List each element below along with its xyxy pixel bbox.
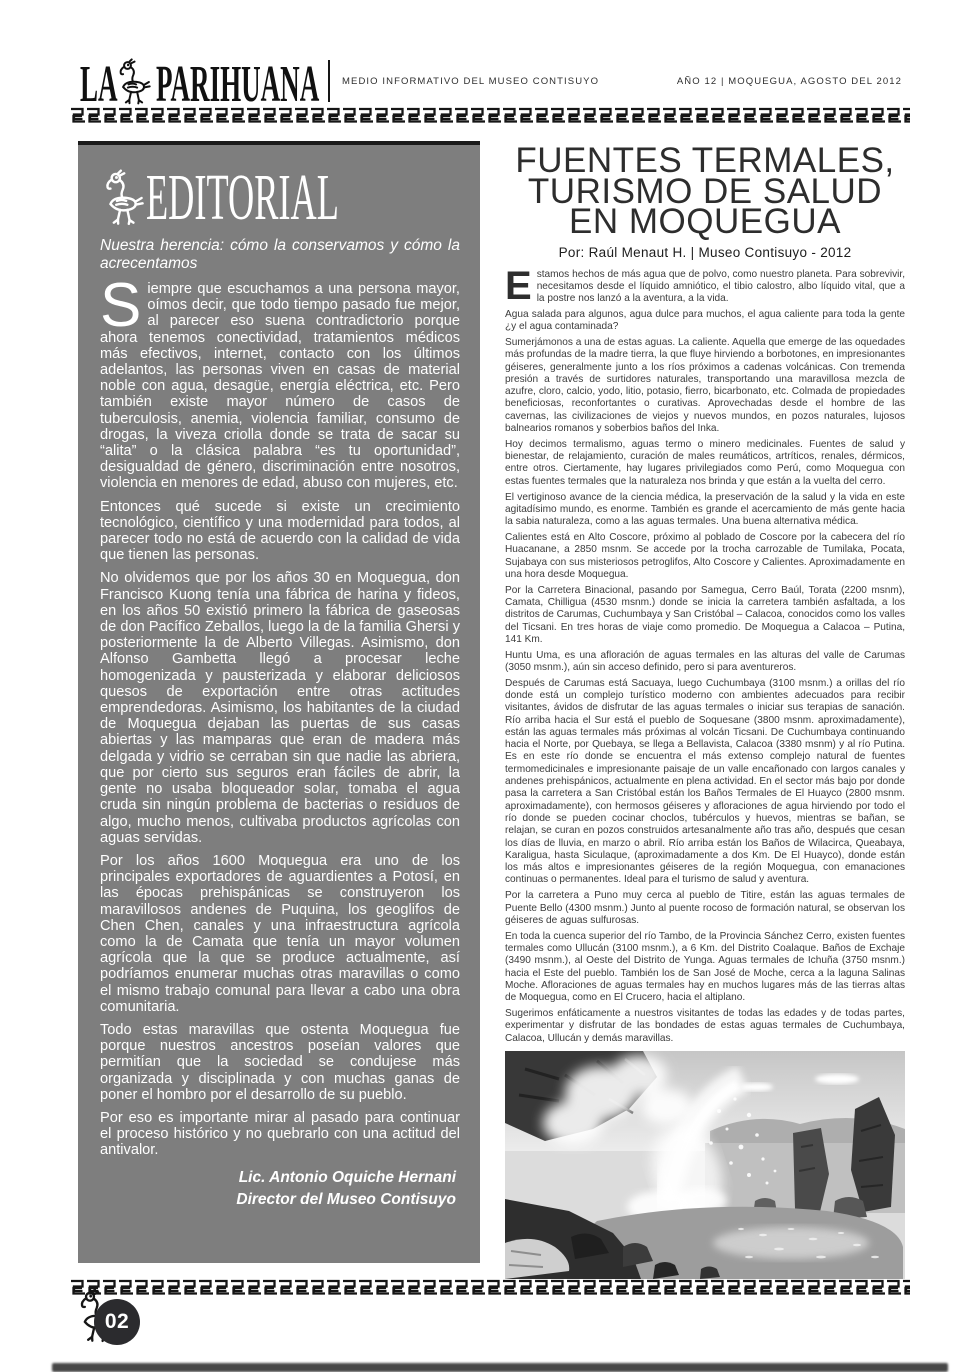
article-byline: Por: Raúl Menaut H. | Museo Contisuyo - 2012 [558,244,852,260]
editorial-paragraph: Todo estas maravillas que ostenta Moquegua fue porque nuestros ancestros poseían valores que permitían que la sociedad se condujese más organizada y disciplinada y con muchas ganas de poner el hombro por el desarrollo de su pueblo. [100,1021,460,1103]
page-bottom-edge [52,1363,948,1372]
editorial-paragraph: Por eso es importante mirar al pasado para continuar el proceso histórico y no quebrarlo con una actitud del antivalor. [100,1109,460,1159]
page-number: 02 [94,1299,140,1345]
editorial-signature-role: Director del Museo Contisuyo [236,1190,456,1208]
masthead-title-la: LA [80,56,118,113]
decorative-fret-band-top [70,105,910,125]
masthead-tagline: MEDIO INFORMATIVO DEL MUSEO CONTISUYO [342,76,600,87]
article-paragraph: Sumerjámonos a una de estas aguas. La caliente. Aquella que emerge de las oquedades más profundas de la madre tierra, la que fluye hirviendo a borbotones, en impresionantes géiseres, generalmente junto a los ríos próximos a cadenas volcánicas. Con tremenda presión a través de surtidores naturales, transportando una maravillosa mezcla de azufre, cloro, calcio, yodo, litio, potasio, fierro, bicarbonato, etc. Colmada de propiedades beneficiosas, reconfortantes o curativas. Aprovechadas desde el hombre de las cavernas, las civilizaciones de viejos y nuevos mundos, en pozos naturales, lujosos balnearios romanos y soberbios baños del Inka. [505,336,905,435]
editorial-dropcap: S [100,271,142,340]
article-paragraph: Calientes está en Alto Coscore, próximo al poblado de Coscore por la cabecera del río Huacanane, a 2850 msnm. Se accede por la trocha carrozable de Tumilaka, Pocata, Sujabaya con sus misteriosos petroglifos, Alto Coscore y Calientes. Aproximadamente en una hora desde Moquegua. [505,531,905,580]
masthead-issue-info: AÑO 12 | MOQUEGUA, AGOSTO DEL 2012 [676,76,902,87]
editorial-paragraph [100,271,460,492]
masthead [80,56,902,113]
article-title-line: TURISMO DE SALUD [527,171,883,211]
article-paragraph-text: stamos hechos de más agua que de polvo, como nuestro planeta. Para sobrevivir, necesitamos desde el líquido amniótico, el tibio calostro, albo líquido vital, que a la postre nos lanzó a la aventura, a la vida. [536,268,905,305]
editorial-paragraph: Entonces qué sucede si existe un crecimiento tecnológico, científico y una modernidad para todos, al parecer todo no está de acuerdo con la calidad de vida que tienen las personas. [100,498,460,564]
masthead-divider [328,60,330,102]
article-title-line: EN MOQUEGUA [569,202,841,241]
article-paragraph: El vertiginoso avance de la ciencia médica, la preservación de la salud y la vida en este agitadísimo mundo, es enorme. También es grande el acercamiento de más gente hacia la sabia naturaleza, como a las aguas termales. Una buena alternativa médica. [505,491,905,528]
article-paragraph: Hoy decimos termalismo, aguas termo o minero medicinales. Fuentes de salud y bienestar, de relajamiento, curación de males reumáticos, artríticos, renales, dérmicos, entre otros. Ciertamente, hay lugares privilegiados como Perú, como Moquegua con estas fuentes termales que la naturaleza nos brinda y que están a la vuelta del cerro. [505,438,905,487]
page-number-badge [76,1288,148,1370]
editorial-header [100,161,460,234]
article-paragraph: Después de Carumas está Sacuaya, luego Cuchumbaya (3100 msnm.) a orillas del río donde está un complejo turístico moderno con ambientes adecuados para recibir visitantes, ávidos de disfrutar de las aguas termales o iniciar sus terapias de sanación. Río arriba hacia el Sur está el pueblo de Soquesane (3800 msnm. aproximadamente), están las aguas termales más próximas al volcán Ticsani. De Cuchumbaya continuando hacia el Norte, por Quebaya, se llega a Bellavista, Calacoa (3380 msnm) y al río Putina. Es en este río donde se encuentra el más extenso complejo natural de fuentes termomedicinales e impresionante paisaje de un valle encañonado con largos canales y andenes prehispánicos, actualmente en plena actividad. En el sector más bajo por donde pasa la carretera a San Cristóbal están los Baños Termales de El Huayco (2800 msnm. aproximadamente), con hermosos géiseres y afloraciones de agua hirviendo por todo el río donde se pueden cocinar choclos, tubérculos y huevos, mientras se bañan, se relajan, se curan en pozos construidos artesanalmente año tras año, después que cesan los días de lluvia, en marzo o abril. Río arriba están los Baños de Wilacirca, Queabaya, Karaligua, hasta Siculaque, (aproximadamente a dos Km. De El Huayco), donde están los más altos e impresionantes géiseres de la región Moquegua, con emanaciones continuas o permanentes. Ideal para el turismo de salud y aventura. [505,677,905,886]
editorial-section [78,141,480,1263]
editorial-signature-name: Lic. Antonio Oquiche Hernani [238,1168,456,1186]
editorial-paragraph-text: iempre que escuchamos a una persona mayor, oímos decir, que todo tiempo pasado fue mejor, al parecer eso suena contradictorio porque ahora tenemos conectividad, tratamientos médicos más efectivos, internet, contacto con los últimos adelantos, las personas viven en casas de material noble con agua, desagüe, energía eléctrica, etc. Pero también existe mayor número de casos de tuberculosis, anemia, violencia familiar, consumo de drogas, la viveza criolla donde se trata de sacar su “alita” o la clásica palabra “es tu oportunidad”, desigualdad de género, discriminación entre nosotros, violencia en menores de edad, abuso con mujeres, etc. [100,281,460,492]
article-paragraph: En toda la cuenca superior del río Tambo, de la Provincia Sánchez Cerro, existen fuentes termales como Ullucán (3100 msnm.), a 6 Km. del Distrito Coalaque. Baños de Exchaje (3490 msnm.), al Oeste del Distrito de Yunga. Aguas termales de Ichuña (3750 msnm.) hacia el Este del pueblo. También los de San José de Moche, cerca a la laguna Salinas Moche. Afloraciones de aguas termales hay en muchos lugares más de las tierras altas de Moquegua, como en El Crucero, hacia el altiplano. [505,930,905,1004]
article-body [505,263,906,1045]
editorial-body [100,271,460,1159]
article-title [505,141,905,241]
editorial-title: EDITORIAL [146,161,339,234]
article-paragraph [505,263,905,308]
parihuana-bird-icon [115,58,152,106]
article-paragraph: Por la Carretera Binacional, pasando por Samegua, Cerro Baúl, Torata (2200 msnm), Camata, Chilligua (4530 msnm.) donde se inicia la carretera también asfaltada, a los distritos de Carumas, Cuchumbaya y San Cristóbal – Calacoa, conocidos como los valles del Ticsani. En tres horas de viaje como promedio. De Moquegua a Calacoa – Putina, 141 Km. [505,584,906,645]
article-dropcap: E [505,263,532,308]
article-section [505,141,906,1279]
article-paragraph: Huntu Uma, es una afloración de aguas termales en las alturas del valle de Carumas (3050 msnm.), aún sin acceso definido, pero si para aventureros. [505,649,905,673]
editorial-paragraph: Por los años 1600 Moquegua era uno de los principales exportadores de aguardientes a Potosí, en las épocas prehispánicas se construyeron los maravillosos andenes de Puquina, los geoglifos de Chen Chen, canales y una infraestructura agrícola como la de Camata que tenía un mayor volumen agrícola que la que se produce actualmente, así podríamos enumerar muchas otras maravillas o como el mismo trabajo comunal para llevar a cabo una obra comunitaria. [100,852,460,1015]
article-paragraph: Por la carretera a Puno muy cerca al pueblo de Titire, están las aguas termales de Puente Bello (4300 msnm.) Junto al puente rocoso de formación natural, se observan los géiseres de aguas sulfurosas. [505,890,905,926]
article-paragraph: Sugerimos enfáticamente a nuestros visitantes de todas las edades y de todas partes, experimentar y disfrutar de las bondades de estas aguas termales de Cuchumbaya, Calacoa, Ullucán y demás maravillas. [505,1007,905,1044]
article-title-line: FUENTES TERMALES, [515,141,895,180]
geyser-photo [505,1051,905,1279]
article-paragraph: Agua salada para algunos, agua dulce para muchos, el agua caliente para toda la gente ¿y el agua contaminada? [505,308,905,333]
masthead-title-main: PARIHUANA [156,56,320,113]
editorial-signature [100,1167,460,1211]
editorial-subtitle: Nuestra herencia: cómo la conservamos y cómo la acrecentamos [100,237,460,272]
decorative-fret-band-bottom [70,1277,910,1297]
editorial-paragraph: No olvidemos que por los años 30 en Moquegua, don Francisco Kuong tenía una fábrica de harina y fideos, en los años 50 existió primero la fábrica de gaseosas de don Pacífico Zeballos, luego la de la familia Ghersi y posteriormente la de Alberto Villegas. Asimismo, don Alfonso Gambetta llegó a procesar leche homogenizada y pausterizada y elaborar deliciosos quesos de exportación entre otras actitudes emprendedoras. Asimismo, los habitantes de la ciudad de Moquegua dejaban las puertas de sus casas abiertas y las mamparas que eran de madera más delgada y vidrio se cerraban sin que nadie las abriera, que por cierto sus seguros eran fáciles de abrir, la gente no usaba bloqueador solar, tomaba el agua cruda sin ningún problema de bacterias o residuos de algo, mucho menos, cultivaba productos agrícolas con aguas servidas. [100,570,460,846]
parihuana-bird-icon [100,169,146,227]
